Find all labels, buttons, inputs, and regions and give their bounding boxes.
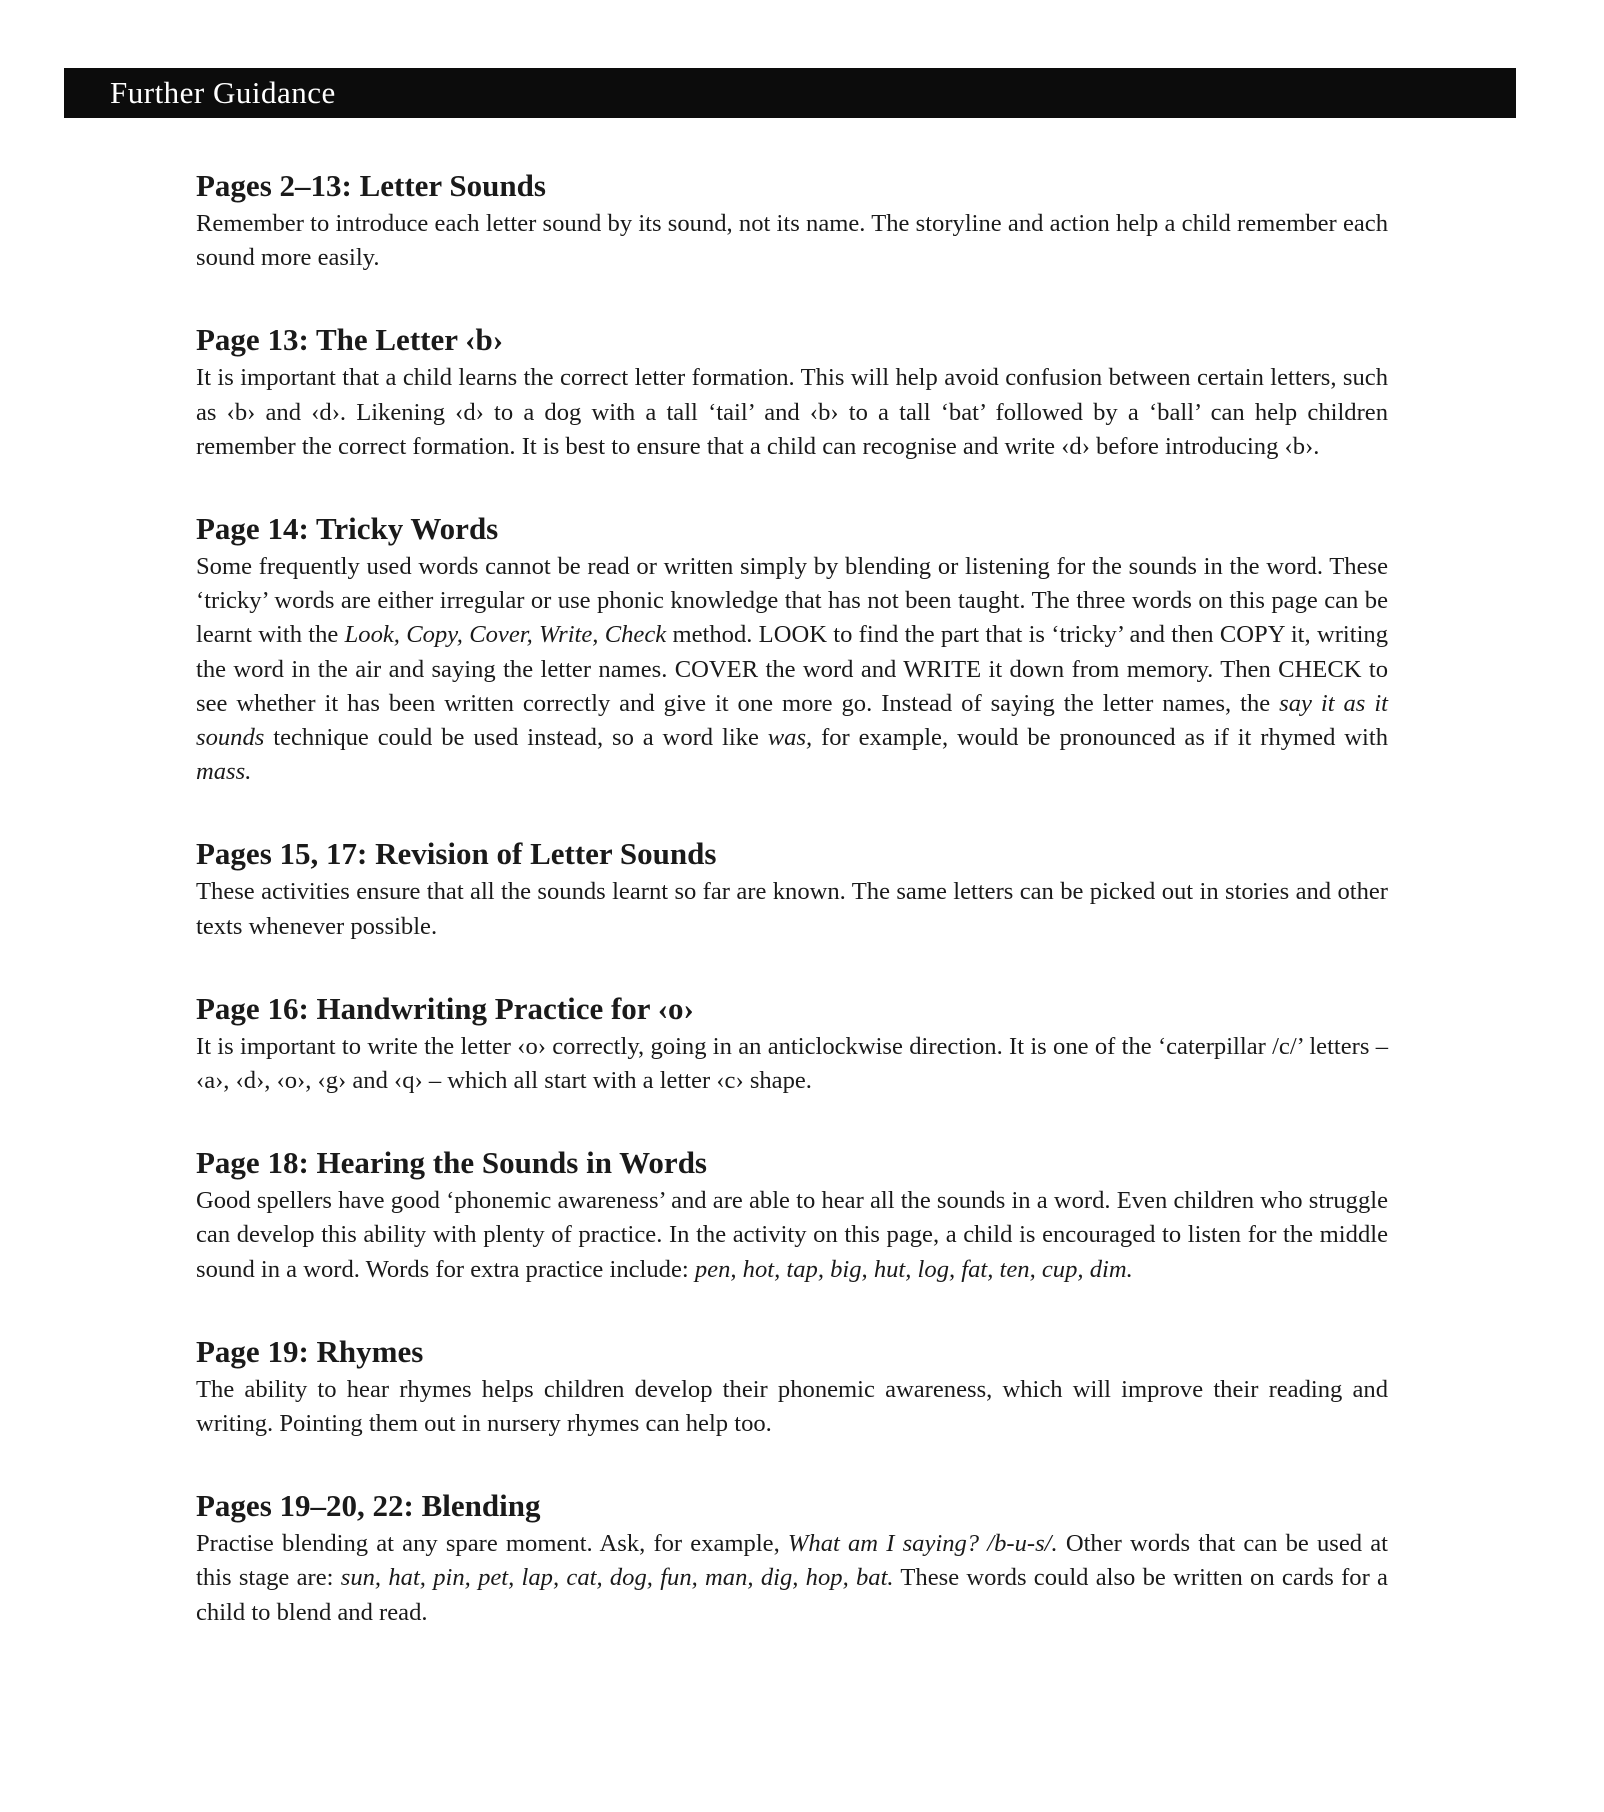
section-body [196, 1030, 1388, 1098]
body-text: Remember to introduce each letter sound by its sound, not its name. The storyline and action help a child remember each sound more easily. [196, 210, 1388, 272]
section-heading: Page 19: Rhymes [196, 1333, 424, 1369]
section-body [196, 1527, 1388, 1630]
body-text: These words could also be written on cards for a child to blend and read. [196, 1564, 1388, 1626]
italic-text: say it as it sounds [196, 689, 1388, 752]
section-heading: Page 13: The Letter ‹b› [196, 322, 504, 358]
section-body [196, 550, 1388, 789]
section-body [196, 875, 1388, 943]
body-text: for example, would be pronounced as if it rhymed with [812, 724, 1388, 752]
guidance-section [196, 166, 1388, 275]
page-header-bar [64, 68, 1516, 118]
guidance-section [196, 834, 1388, 943]
guidance-section [196, 1143, 1388, 1287]
body-text: The ability to hear rhymes helps children develop their phonemic awareness, which will improve their reading and writing. Pointing them out in nursery rhymes can help too. [196, 1375, 1388, 1438]
section-body [196, 207, 1388, 275]
body-text: technique could be used instead, so a word like [264, 724, 768, 752]
section-heading: Page 16: Handwriting Practice for ‹o› [196, 990, 694, 1026]
italic-text: mass. [196, 758, 252, 786]
section-body [196, 361, 1388, 464]
section-heading: Pages 15, 17: Revision of Letter Sounds [196, 836, 717, 872]
italic-text: What am I saying? /b-u-s/. [787, 1530, 1058, 1558]
body-text: It is important to write the letter ‹o› correctly, going in an anticlockwise direction. It is one of the ‘caterpillar /c/’ letters – ‹a›, ‹d›, ‹o›, ‹g› and ‹q› – which all start with a letter ‹c› shape. [196, 1032, 1388, 1095]
italic-text: sun, hat, pin, pet, lap, cat, dog, fun, man, dig, hop, bat. [340, 1564, 894, 1592]
guidance-section [196, 1486, 1388, 1630]
section-heading: Pages 19–20, 22: Blending [196, 1488, 541, 1524]
body-text: Good spellers have good ‘phonemic awareness’ and are able to hear all the sounds in a word. Even children who struggle can develop this ability with plenty of practice. In the activity on this page, a child is encouraged to listen for the middle sound in a word. Words for extra practice include: [196, 1187, 1388, 1283]
guidance-section [196, 989, 1388, 1098]
body-text: It is important that a child learns the correct letter formation. This will help avoid confusion between certain letters, such as ‹b› and ‹d›. Likening ‹d› to a dog with a tall ‘tail’ and ‹b› to a tall ‘bat’ followed by a ‘ball’ can help children remember the correct formation. It is best to ensure that a child can recognise and write ‹d› before introducing ‹b›. [196, 364, 1388, 460]
guidance-section [196, 1332, 1388, 1441]
section-heading: Pages 2–13: Letter Sounds [196, 168, 546, 203]
body-text: method. LOOK to find the part that is ‘tricky’ and then COPY it, writing the word in the air and saying the letter names. COVER the word and WRITE it down from memory. Then CHECK to see whether it has been written correctly and give it one more go. Instead of saying the letter names, the [196, 621, 1388, 717]
guidance-section [196, 509, 1388, 789]
section-heading: Page 14: Tricky Words [196, 511, 499, 547]
section-heading: Page 18: Hearing the Sounds in Words [196, 1145, 708, 1181]
italic-text: pen, hot, tap, big, hut, log, fat, ten, cup, dim. [694, 1255, 1133, 1283]
italic-text: Look, Copy, Cover, Write, Check [344, 621, 667, 649]
section-body [196, 1184, 1388, 1287]
body-text: These activities ensure that all the sounds learnt so far are known. The same letters can be picked out in stories and other texts whenever possible. [196, 878, 1388, 940]
body-text: Some frequently used words cannot be read or written simply by blending or listening for the sounds in the word. These ‘tricky’ words are either irregular or use phonic knowledge that has not been taught. The three words on this page can be learnt with the [196, 553, 1388, 649]
italic-text: was, [767, 724, 813, 752]
guidance-section [196, 320, 1388, 464]
page-title: Further Guidance [110, 75, 336, 110]
guidance-content [196, 166, 1388, 1675]
body-text: Practise blending at any spare moment. Ask, for example, [196, 1530, 788, 1558]
body-text: Other words that can be used at this stage are: [196, 1530, 1389, 1592]
section-body [196, 1373, 1388, 1441]
